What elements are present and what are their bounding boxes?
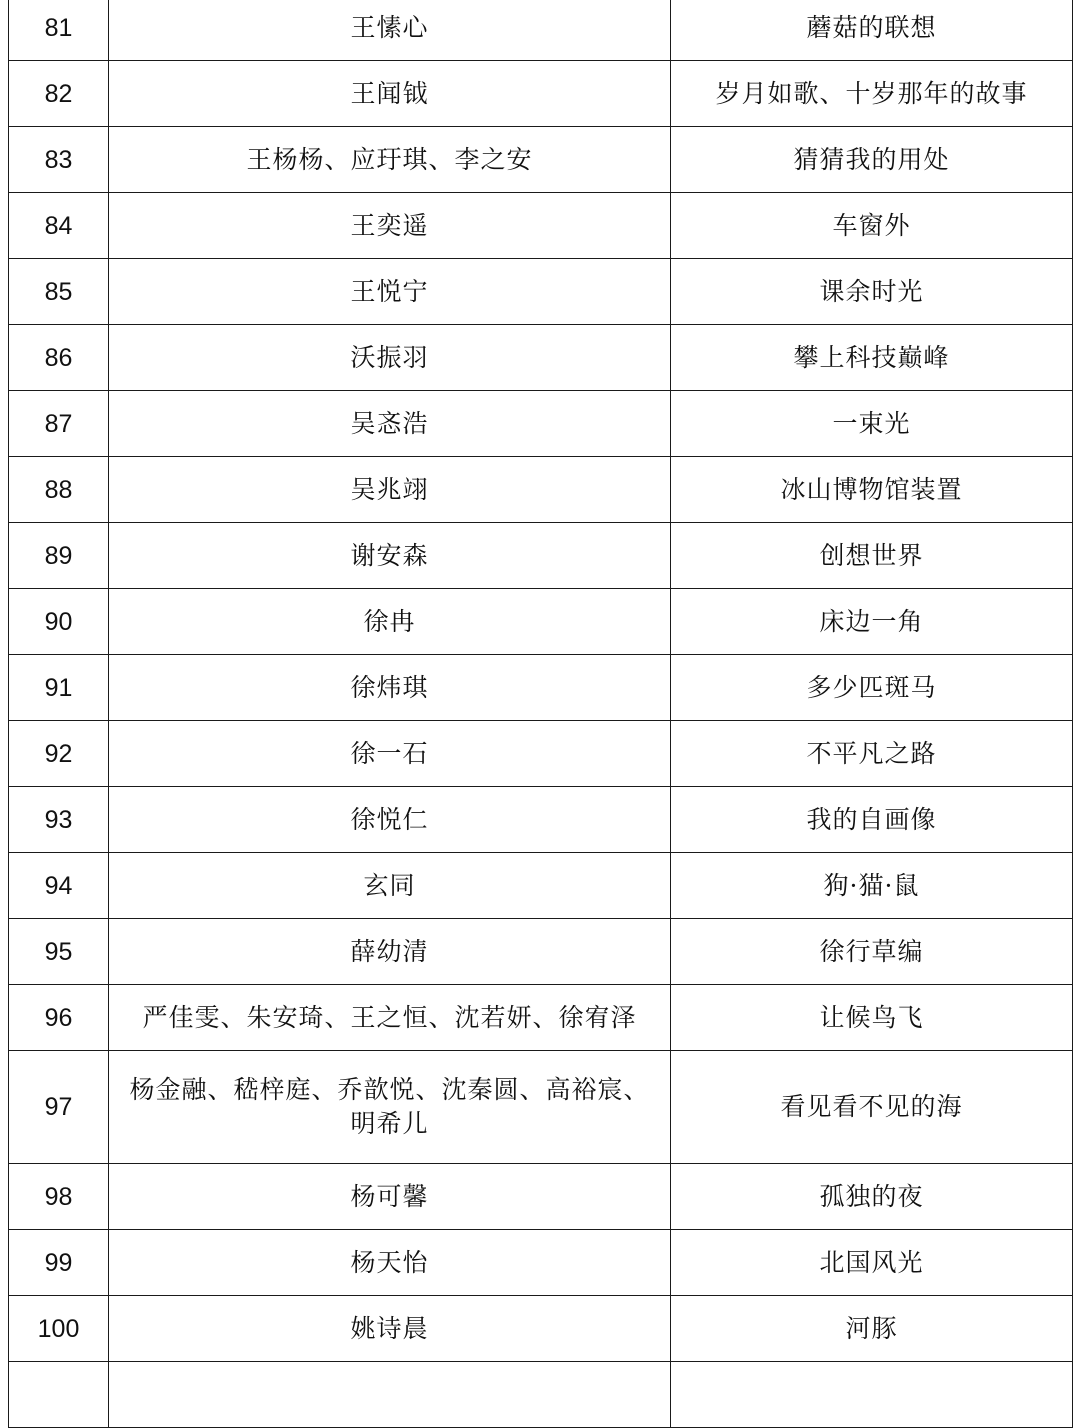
entries-table	[8, 0, 1073, 1428]
entry-title: 我的自画像	[671, 787, 1073, 853]
table-row	[9, 523, 1073, 589]
entry-authors: 王奕遥	[109, 193, 671, 259]
entry-number: 88	[9, 457, 109, 523]
entry-title: 徐行草编	[671, 919, 1073, 985]
table-row	[9, 0, 1073, 61]
entry-authors: 徐悦仁	[109, 787, 671, 853]
entry-title: 一束光	[671, 391, 1073, 457]
table-row	[9, 853, 1073, 919]
entry-number: 99	[9, 1230, 109, 1296]
entry-authors: 吴兆翊	[109, 457, 671, 523]
entry-number: 100	[9, 1296, 109, 1362]
entry-authors: 杨天怡	[109, 1230, 671, 1296]
entry-title: 北国风光	[671, 1230, 1073, 1296]
entry-authors: 严佳雯、朱安琦、王之恒、沈若妍、徐宥泽	[109, 985, 671, 1051]
entry-authors: 薛幼清	[109, 919, 671, 985]
entry-title: 冰山博物馆装置	[671, 457, 1073, 523]
entry-title: 看见看不见的海	[671, 1051, 1073, 1164]
entry-number: 97	[9, 1051, 109, 1164]
entry-title: 多少匹斑马	[671, 655, 1073, 721]
entry-authors: 王悦宁	[109, 259, 671, 325]
entry-title: 攀上科技巅峰	[671, 325, 1073, 391]
entry-authors: 杨金融、嵇梓庭、乔歆悦、沈秦圆、高裕宸、明希儿	[109, 1051, 671, 1164]
entry-number: 84	[9, 193, 109, 259]
table-row	[9, 193, 1073, 259]
entry-title: 孤独的夜	[671, 1164, 1073, 1230]
table-row	[9, 325, 1073, 391]
table-row	[9, 127, 1073, 193]
entry-number: 90	[9, 589, 109, 655]
entry-number: 82	[9, 61, 109, 127]
table-row	[9, 61, 1073, 127]
entry-authors: 吴忞浩	[109, 391, 671, 457]
entry-title: 猜猜我的用处	[671, 127, 1073, 193]
table-row	[9, 919, 1073, 985]
table-row	[9, 655, 1073, 721]
entry-number: 86	[9, 325, 109, 391]
table-row	[9, 1164, 1073, 1230]
entry-authors: 玄同	[109, 853, 671, 919]
entry-authors: 姚诗晨	[109, 1296, 671, 1362]
entry-authors: 徐炜琪	[109, 655, 671, 721]
entry-number: 95	[9, 919, 109, 985]
table-row	[9, 985, 1073, 1051]
entry-number: 85	[9, 259, 109, 325]
entry-number: 83	[9, 127, 109, 193]
table-row	[9, 721, 1073, 787]
entry-authors: 王杨杨、应玗琪、李之安	[109, 127, 671, 193]
entry-authors: 杨可馨	[109, 1164, 671, 1230]
entry-number: 96	[9, 985, 109, 1051]
entry-number: 94	[9, 853, 109, 919]
entry-title: 床边一角	[671, 589, 1073, 655]
table-row	[9, 457, 1073, 523]
entry-number: 98	[9, 1164, 109, 1230]
entry-authors: 王愫心	[109, 0, 671, 61]
entry-authors: 徐一石	[109, 721, 671, 787]
table-row	[9, 589, 1073, 655]
entry-authors: 徐冉	[109, 589, 671, 655]
table-row	[9, 1296, 1073, 1362]
entry-title: 岁月如歌、十岁那年的故事	[671, 61, 1073, 127]
entry-number: 91	[9, 655, 109, 721]
entry-title: 课余时光	[671, 259, 1073, 325]
table-row	[9, 1230, 1073, 1296]
table-row-partial	[9, 1362, 1073, 1428]
table-row	[9, 259, 1073, 325]
table-row	[9, 391, 1073, 457]
entry-number: 92	[9, 721, 109, 787]
entry-number: 93	[9, 787, 109, 853]
entry-number: 87	[9, 391, 109, 457]
table-row	[9, 787, 1073, 853]
entry-title: 创想世界	[671, 523, 1073, 589]
entry-number: 89	[9, 523, 109, 589]
entry-title: 狗·猫·鼠	[671, 853, 1073, 919]
entry-title: 蘑菇的联想	[671, 0, 1073, 61]
entry-authors: 谢安森	[109, 523, 671, 589]
entry-title: 不平凡之路	[671, 721, 1073, 787]
entry-authors: 王闻钺	[109, 61, 671, 127]
entry-number: 81	[9, 0, 109, 61]
entry-authors: 沃振羽	[109, 325, 671, 391]
entry-title: 河豚	[671, 1296, 1073, 1362]
entry-title: 车窗外	[671, 193, 1073, 259]
entry-title: 让候鸟飞	[671, 985, 1073, 1051]
table-row	[9, 1051, 1073, 1164]
